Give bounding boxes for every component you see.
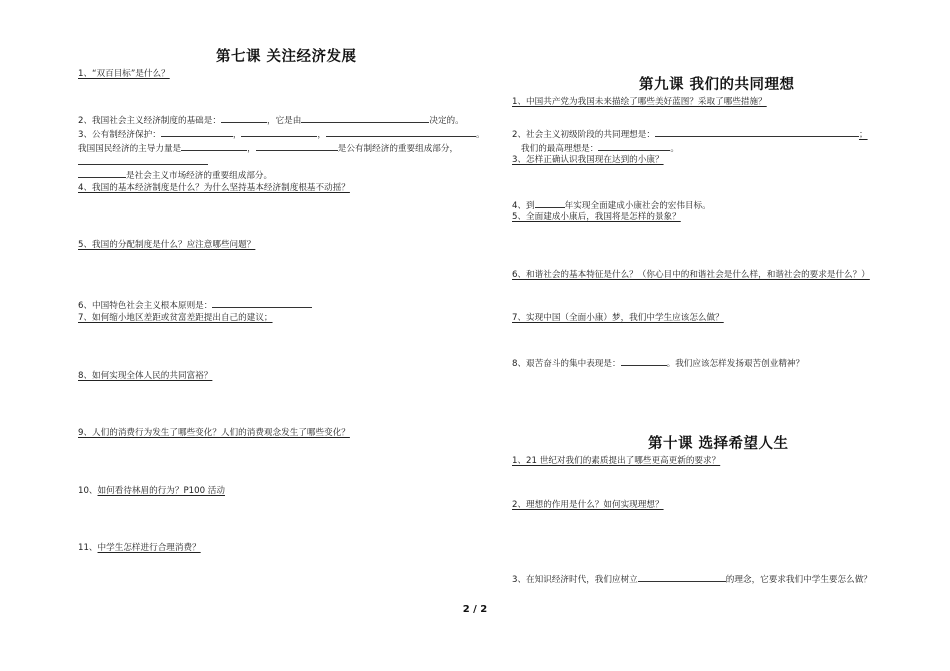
page-number: 2 / 2 — [462, 604, 488, 615]
lesson7-q9: 9、人们的消费行为发生了哪些变化？人们的消费观念发生了哪些变化？ — [78, 428, 350, 438]
lesson7-q11: 11、中学生怎样进行合理消费？ — [78, 543, 201, 553]
lesson7-q3-line2: 我国国民经济的主导力量是 ， 是公有制经济的重要组成部分， — [78, 141, 458, 155]
lesson10-q1: 1、21 世纪对我们的素质提出了哪些更高更新的要求？ — [512, 456, 721, 466]
lesson7-q3: 3、公有制经济保护： ， ， 。 — [78, 127, 485, 141]
lesson9-q7: 7、实现中国（全面小康）梦，我们中学生应该怎么做？ — [512, 313, 724, 323]
lesson10-title: 第十课 选择希望人生 — [648, 436, 789, 452]
lesson7-q3-line4: 是社会主义市场经济的重要组成部分。 — [78, 168, 272, 182]
lesson9-q6: 6、和谐社会的基本特征是什么？（你心目中的和谐社会是什么样，和谐社会的要求是什么？） — [512, 270, 870, 280]
lesson7-q4: 4、我国的基本经济制度是什么？为什么坚持基本经济制度根基不动摇？ — [78, 183, 350, 193]
lesson9-q4: 4、到 年实现全面建成小康社会的宏伟目标。 — [512, 198, 711, 212]
lesson7-q3-line3 — [78, 155, 208, 169]
lesson9-q5: 5、全面建成小康后，我国将是怎样的景象？ — [512, 212, 681, 222]
lesson10-q2: 2、理想的作用是什么？如何实现理想？ — [512, 500, 664, 510]
lesson7-q8: 8、如何实现全体人民的共同富裕？ — [78, 371, 213, 381]
lesson9-q8: 8、艰苦奋斗的集中表现是： 。我们应该怎样发扬艰苦创业精神？ — [512, 356, 804, 370]
lesson10-q3: 3、在知识经济时代，我们应树立 的理念，它要求我们中学生要怎么做？ — [512, 572, 872, 586]
lesson7-q5: 5、我国的分配制度是什么？应注意哪些问题？ — [78, 240, 256, 250]
lesson7-q6: 6、中国特色社会主义根本原则是： — [78, 298, 312, 312]
lesson7-title: 第七课 关注经济发展 — [216, 49, 357, 65]
lesson7-q2: 2、我国社会主义经济制度的基础是： ，它是由 决定的。 — [78, 113, 464, 127]
lesson9-title: 第九课 我们的共同理想 — [639, 77, 795, 93]
lesson9-q1: 1、中国共产党为我国未来描绘了哪些美好蓝图？采取了哪些措施？ — [512, 97, 767, 107]
lesson7-q1: 1、“双百目标”是什么？ — [78, 69, 170, 79]
lesson7-q10: 10、如何看待林眉的行为？P100 活动 — [78, 486, 225, 496]
lesson7-q7: 7、如何缩小地区差距或贫富差距提出自己的建议； — [78, 313, 273, 323]
lesson9-q2-line2: 我们的最高理想是： 。 — [521, 141, 679, 155]
lesson9-q3: 3、怎样正确认识我国现在达到的小康？ — [512, 155, 664, 165]
lesson9-q2: 2、社会主义初级阶段的共同理想是： ； — [512, 127, 868, 141]
